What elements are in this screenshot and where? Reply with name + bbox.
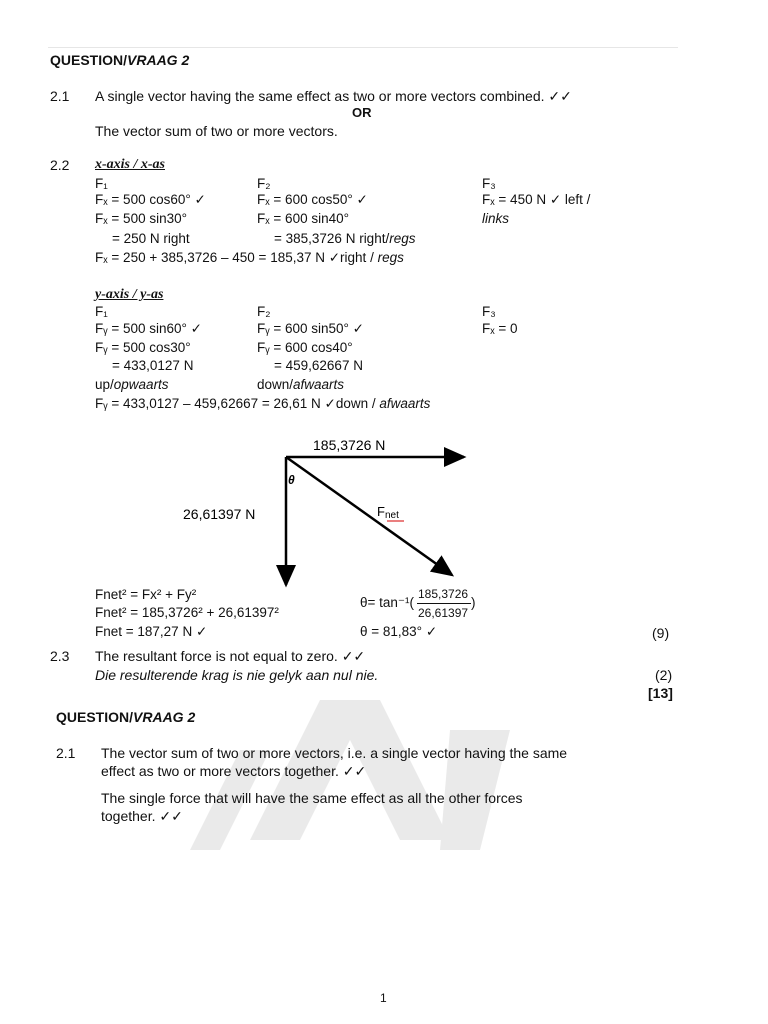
s2-q21-line4: together. ✓✓ (101, 808, 183, 824)
x-f2-label: F₂ (257, 176, 271, 191)
theta-result: θ = 81,83° ✓ (360, 624, 438, 639)
section1-title: QUESTION/VRAAG 2 (50, 52, 190, 68)
top-divider (48, 47, 678, 48)
q21-or: OR (352, 105, 372, 120)
y-total: Fᵧ = 433,0127 – 459,62667 = 26,61 N ✓down / afwaarts (95, 396, 431, 411)
y-f3-label: F₃ (482, 304, 496, 319)
x-f3-line2: links (482, 211, 510, 226)
fnet-arrow (286, 457, 452, 575)
fnet-label: Fnet (377, 504, 399, 521)
y-f1-label: F₁ (95, 304, 108, 319)
x-f3-line1: Fₓ = 450 N ✓ left / (482, 192, 591, 207)
x-f2-line2: Fₓ = 600 sin40° (257, 211, 350, 226)
s2-q21-line1: The vector sum of two or more vectors, i.e. a single vector having the same (101, 745, 568, 761)
theta-equation-prefix: θ= tan⁻¹( (360, 595, 415, 610)
x-f1-line2: Fₓ = 500 sin30° (95, 211, 188, 226)
theta-equation-suffix: ) (471, 595, 476, 610)
page-number: 1 (380, 991, 387, 1005)
q23-number: 2.3 (50, 648, 70, 664)
q23-answer: The resultant force is not equal to zero. ✓✓ (95, 648, 366, 664)
y-f3-line1: Fₓ = 0 (482, 321, 518, 336)
theta-label: θ (288, 473, 295, 487)
x-total: Fₓ = 250 + 385,3726 – 450 = 185,37 N ✓right / regs (95, 250, 404, 265)
section2-title: QUESTION/VRAAG 2 (56, 709, 196, 725)
q21-alt-answer: The vector sum of two or more vectors. (95, 123, 338, 139)
fnet-equation-2: Fnet² = 185,3726² + 26,61397² (95, 605, 279, 620)
x-f2-result: = 385,3726 N right/regs (274, 231, 416, 246)
q22-number: 2.2 (50, 157, 70, 173)
x-component-label: 185,3726 N (313, 437, 386, 453)
x-f1-label: F₁ (95, 176, 108, 191)
q23-afrikaans: Die resulterende krag is nie gelyk aan nul nie. (95, 667, 379, 683)
y-f1-result: = 433,0127 N (112, 358, 194, 373)
theta-numerator: 185,3726 (418, 587, 469, 601)
x-axis-heading: x-axis / x-as (95, 157, 165, 172)
x-f3-label: F₃ (482, 176, 496, 191)
q21-number: 2.1 (50, 88, 70, 104)
fnet-equation-1: Fnet² = Fx² + Fy² (95, 587, 197, 602)
y-f2-direction: down/afwaarts (257, 377, 345, 392)
y-f1-direction: up/opwaarts (95, 377, 169, 392)
y-f1-line2: Fᵧ = 500 cos30° (95, 340, 191, 355)
fraction-bar (417, 603, 471, 604)
y-f2-line1: Fᵧ = 600 sin50° ✓ (257, 321, 364, 336)
y-component-label: 26,61397 N (183, 506, 256, 522)
y-f1-line1: Fᵧ = 500 sin60° ✓ (95, 321, 202, 336)
marks-2-3: (2) (655, 667, 673, 683)
y-axis-heading: y-axis / y-as (95, 287, 164, 302)
s2-q21-line3: The single force that will have the same effect as all the other forces (101, 790, 523, 806)
q21-answer: A single vector having the same effect as two or more vectors combined. ✓✓ (95, 88, 572, 104)
x-f2-line1: Fₓ = 600 cos50° ✓ (257, 192, 368, 207)
y-f2-line2: Fᵧ = 600 cos40° (257, 340, 353, 355)
fnet-equation-3: Fnet = 187,27 N ✓ (95, 624, 208, 639)
s2-q21-number: 2.1 (56, 745, 76, 761)
x-f1-result: = 250 N right (112, 231, 190, 246)
total-marks: [13] (648, 685, 673, 701)
s2-q21-line2: effect as two or more vectors together. ✓✓ (101, 763, 367, 779)
vector-diagram (170, 430, 490, 595)
y-f2-result: = 459,62667 N (274, 358, 363, 373)
y-f2-label: F₂ (257, 304, 271, 319)
x-f1-line1: Fₓ = 500 cos60° ✓ (95, 192, 206, 207)
marks-2-2: (9) (652, 625, 670, 641)
theta-denominator: 26,61397 (418, 606, 469, 620)
